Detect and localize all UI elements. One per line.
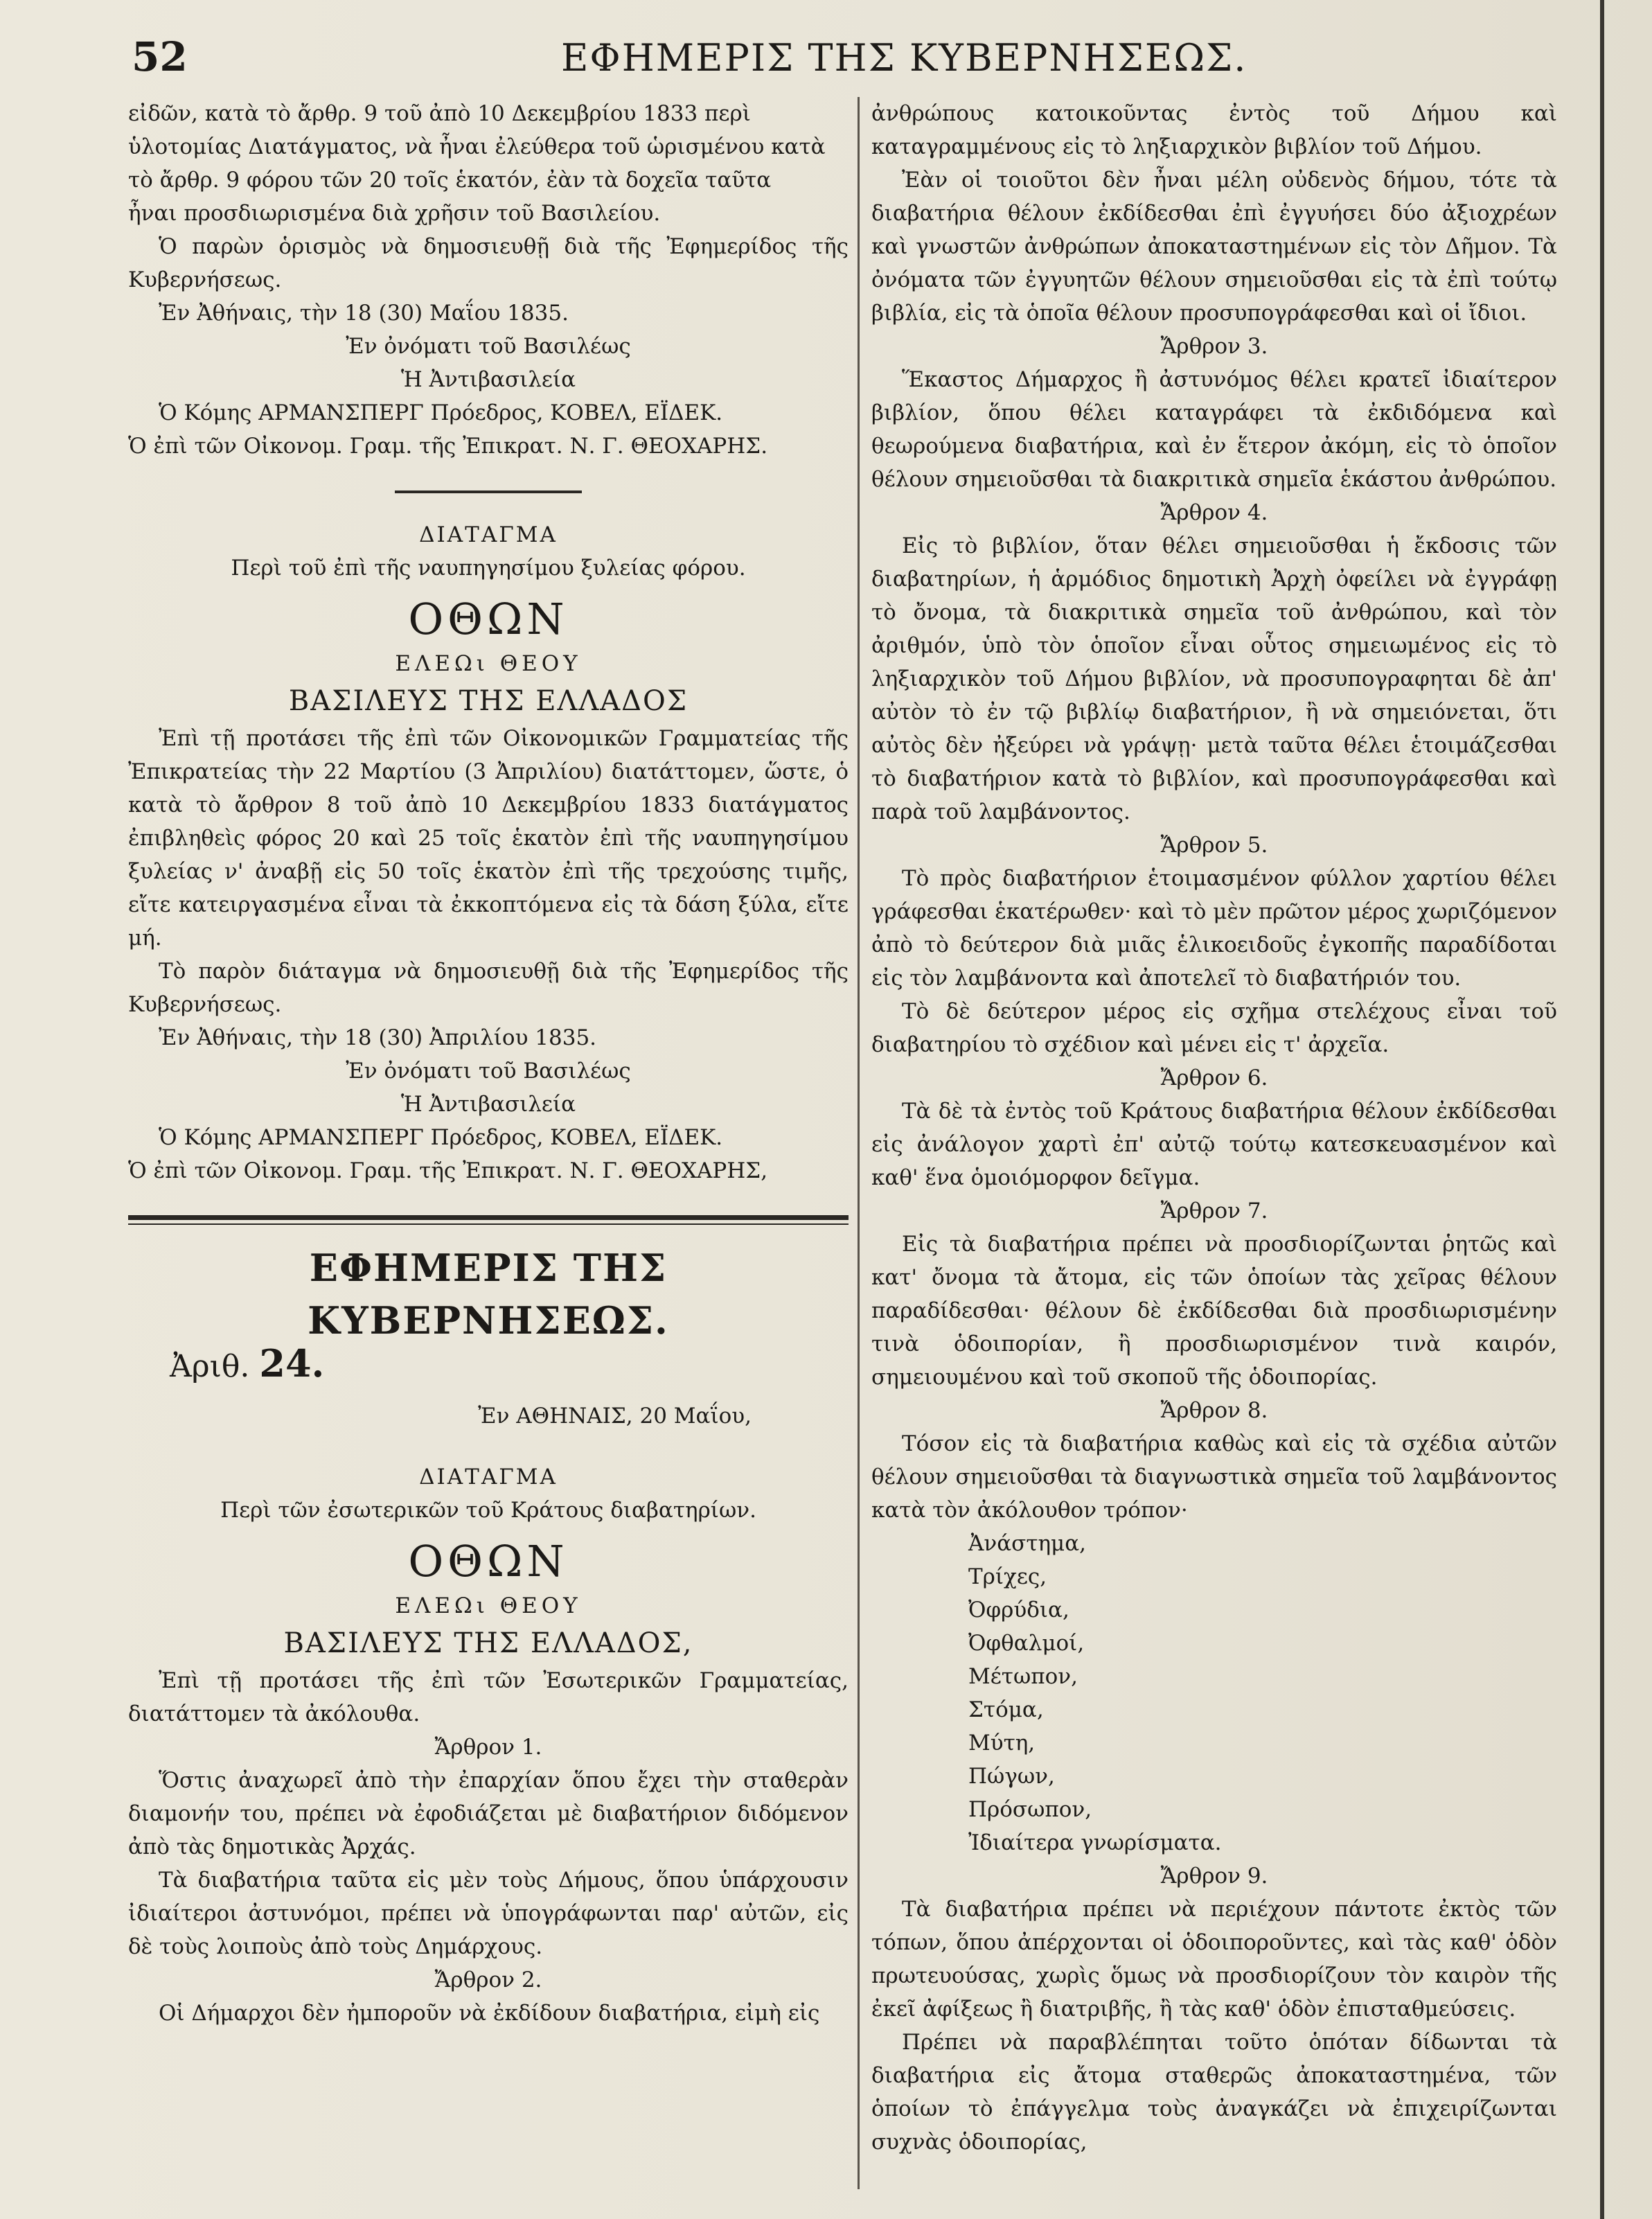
article-heading: Ἄρθρον 7. [1160,1199,1268,1223]
article-heading: Ἄρθρον 5. [1160,833,1268,858]
article-paragraph: Τὸ πρὸς διαβατήριον ἑτοιμασμένον φύλλον χαρτίου θέλει γράφεσθαι ἑκατέρωθεν· καὶ τὸ μὲν πρῶτον μέρος χωριζόμενον ἀπὸ τὸ δεύτερον διὰ μιᾶς ἑλικοειδοῦς ἐγκοπῆς παραδίδοται εἰς τὸν λαμβάνοντα καὶ ἀποτελεῖ τὸ διαβατήριόν του. [871,866,1557,991]
king-of-greece: ΒΑΣΙΛΕΥΣ ΤΗΣ ΕΛΛΑΔΟΣ [288,685,689,717]
feature-list [871,1527,1557,1859]
separator-rule [395,490,582,493]
list-item: Τρίχες, [968,1564,1047,1589]
article-heading: Ἄρθρον 4. [1160,500,1268,525]
issue-label: Ἀριθ. [170,1349,250,1384]
list-item: Στόμα, [968,1697,1044,1722]
list-item: Ὀφρύδια, [968,1598,1069,1623]
text-line: τὸ ἄρθρ. 9 φόρου τῶν 20 τοῖς ἑκατόν, ἐὰν τὰ δοχεῖα ταῦτα [128,168,772,193]
article-paragraph: Τόσον εἰς τὰ διαβατήρια καθὼς καὶ εἰς τὰ σχέδια αὐτῶν θέλουν σημειοῦσθαι τὰ διαγνωστικὰ σημεῖα τοῦ λαμβάνοντος κατὰ τὸν ἀκόλουθον τρόπον· [871,1431,1557,1523]
decree-intro: Ἐπὶ τῇ προτάσει τῆς ἐπὶ τῶν Ἐσωτερικῶν Γραμματείας, διατάττομεν τὰ ἀκόλουθα. [128,1668,849,1726]
masthead: ΕΦΗΜΕΡΙΣ ΤΗΣ ΚΥΒΕΡΝΗΣΕΩΣ. [308,1246,669,1343]
column-rule [858,97,860,2189]
list-item: Μέτωπον, [968,1664,1078,1689]
place-date: Ἐν ΑΘΗΝΑΙΣ, 20 Μαΐου, [478,1404,752,1429]
article-heading: Ἄρθρον 6. [1160,1066,1268,1090]
text-line: ὑλοτομίας Διατάγματος, νὰ ἦναι ἐλεύθερα τοῦ ὡρισμένου κατὰ [128,134,826,159]
decree-body: Ἐπὶ τῇ προτάσει τῆς ἐπὶ τῶν Οἰκονομικῶν Γραμματείας τῆς Ἐπικρατείας τὴν 22 Μαρτίου (3 Ἀπριλίου) διατάττομεν, ὥστε, ὁ κατὰ τὸ ἄρθρον 8 τοῦ ἀπὸ 10 Δεκεμβρίου 1833 διατάγματος ἐπιβληθεὶς φόρος 20 καὶ 25 τοῖς ἑκατὸν ἐπὶ τῆς ναυπηγησίμου ξυλείας ν' ἀναβῇ εἰς 50 τοῖς ἑκατὸν ἐπὶ τῆς τρεχούσης τιμῆς, εἴτε κατειργασμένα εἶναι τὰ ἐκκοπτόμενα εἰς τὰ δάση ξύλα, εἴτε μή. [128,726,849,951]
page-edge-rule [1600,0,1604,2219]
regency: Ἡ Ἀντιβασιλεία [400,1092,576,1117]
article-paragraph: Ὅστις ἀναχωρεῖ ἀπὸ τὴν ἐπαρχίαν ὅπου ἔχει τὴν σταθερὰν διαμονήν του, πρέπει νὰ ἐφοδιάζεται μὲ διαβατήριον διδόμενον ἀπὸ τὰς δημοτικὰς Ἀρχάς. [128,1768,849,1859]
decree-subject: Περὶ τοῦ ἐπὶ τῆς ναυπηγησίμου ξυλείας φόρου. [231,556,746,581]
left-column [128,97,849,2030]
article-heading: Ἄρθρον 2. [434,1968,542,1992]
article-heading: Ἄρθρον 8. [1160,1398,1268,1423]
king-of-greece: ΒΑΣΙΛΕΥΣ ΤΗΣ ΕΛΛΑΔΟΣ, [283,1627,693,1659]
article-heading: Ἄρθρον 3. [1160,334,1268,359]
publication-order: Τὸ παρὸν διάταγμα νὰ δημοσιευθῇ διὰ τῆς Ἐφημερίδος τῆς Κυβερνήσεως. [128,959,849,1017]
text-line: εἰδῶν, κατὰ τὸ ἄρθρ. 9 τοῦ ἀπὸ 10 Δεκεμβρίου 1833 περὶ [128,101,751,126]
list-item: Ὀφθαλμοί, [968,1631,1085,1656]
article-paragraph: ἀνθρώπους κατοικοῦντας ἐντὸς τοῦ Δήμου καὶ καταγραμμένους εἰς τὸ ληξιαρχικὸν βιβλίον τοῦ Δήμου. [871,101,1557,159]
minister-signature: Ὁ ἐπὶ τῶν Οἰκονομ. Γραμ. τῆς Ἐπικρατ. Ν. Γ. ΘΕΟΧΑΡΗΣ. [128,434,768,459]
article-paragraph: Τὰ δὲ τὰ ἐντὸς τοῦ Κράτους διαβατήρια θέλουν ἐκδίδεσθαι εἰς ἀνάλογον χαρτὶ ἐπ' αὐτῷ τούτῳ κατεσκευασμένον καὶ καθ' ἕνα ὁμοιόμορφον δεῖγμα. [871,1099,1557,1190]
double-rule [128,1215,849,1225]
right-column [871,97,1557,2159]
article-paragraph: Οἱ Δήμαρχοι δὲν ἠμποροῦν νὰ ἐκδίδουν διαβατήρια, εἰμὴ εἰς [159,2001,820,2026]
date-line: Ἐν Ἀθήναις, τὴν 18 (30) Μαΐου 1835. [159,301,569,326]
running-title: ΕΦΗΜΕΡΙΣ ΤΗΣ ΚΥΒΕΡΝΗΣΕΩΣ. [561,36,1247,80]
article-paragraph: Τὰ διαβατήρια πρέπει νὰ περιέχουν πάντοτε ἐκτὸς τῶν τόπων, ὅπου ἀπέρχονται οἱ ὁδοιπορoῦντες, καὶ τὰς καθ' ὁδὸν πρωτευούσας, χωρὶς ὅμως νὰ προσδιορίζουν τὸν καιρὸν τῆς ἐκεῖ ἀφίξεως ἢ διατριβῆς, ἢ τὰς καθ' ὁδὸν ἐπισταθμεύσεις. [871,1897,1557,2022]
article-paragraph: Πρέπει νὰ παραβλέπηται τοῦτο ὁπόταν δίδωνται τὰ διαβατήρια εἰς ἄτομα σταθερῶς ἀποκαταστημένα, τῶν ὁποίων τὸ ἐπάγγελμα τοὺς ἀναγκάζει νὰ ἐπιχειρίζωνται συχνὰς ὁδοιπορίας, [871,2030,1557,2155]
regency: Ἡ Ἀντιβασιλεία [400,367,576,392]
article-heading: Ἄρθρον 9. [1160,1864,1268,1889]
article-paragraph: Εἰς τὸ βιβλίον, ὅταν θέλει σημειοῦσθαι ἡ ἔκδοσις τῶν διαβατηρίων, ἡ ἁρμόδιος δημοτικὴ Ἀρχὴ ὀφείλει νὰ ἐγγράφῃ τὸ ὄνομα, τὰ διακριτικὰ σημεῖα τοῦ ἀνθρώπου, καὶ τὸν ἀριθμόν, ὑπὸ τὸν ὁποῖον εἶναι οὗτος σημειωμένος εἰς τὸ ληξιαρχικὸν τοῦ Δήμου βιβλίον, νὰ προσυπογραφηται δὲ ἀπ' αὐτὸν τὸ ἐν τῷ βιβλίῳ διαβατήριον, ἢ νὰ σημειόνεται, ὅτι αὐτὸς δὲν ἠξεύρει νὰ γράψῃ· μετὰ ταῦτα θέλει ἑτοιμάζεσθαι τὸ διαβατήριον κατὰ τὸ βιβλίον, καὶ προσυπογράφεσθαι καὶ παρὰ τοῦ λαμβάνοντος. [871,533,1557,824]
issue-number: 24. [259,1341,325,1386]
in-the-name-of-king: Ἐν ὀνόματι τοῦ Βασιλέως [346,334,631,359]
decree-title: ΔΙΑΤΑΓΜΑ [419,1465,558,1489]
list-item: Μύτη, [968,1731,1036,1756]
decree-subject: Περὶ τῶν ἐσωτερικῶν τοῦ Κράτους διαβατηρίων. [220,1498,756,1523]
issue [170,1341,325,1386]
by-grace-of-god: ΕΛΕΩι ΘΕΟΥ [395,651,582,676]
article-paragraph: Ἕκαστος Δήμαρχος ἢ ἀστυνόμος θέλει κρατεῖ ἰδιαίτερον βιβλίον, ὅπου θέλει καταγράφει τὰ ἐκδιδόμενα καὶ θεωρούμενα διαβατήρια, καὶ ἐν ἕτερον ἀκόμη, εἰς τὸ ὁποῖον θέλουν σημειοῦσθαι τὰ διακριτικὰ σημεῖα ἑκάστου ἀνθρώπου. [871,367,1557,492]
list-item: Ἰδιαίτερα γνωρίσματα. [968,1830,1222,1855]
regents-signatures: Ὁ Κόμης ΑΡΜΑΝΣΠΕΡΓ Πρόεδρος, ΚΟΒΕΛ, ΕΪΔΕΚ. [159,400,723,425]
list-item: Πρόσωπον, [968,1797,1092,1822]
text-line: ἦναι προσδιωρισμένα διὰ χρῆσιν τοῦ Βασιλείου. [128,201,661,226]
article-heading: Ἄρθρον 1. [434,1735,542,1760]
article-paragraph: Ἐὰν οἱ τοιοῦτοι δὲν ἦναι μέλη οὐδενὸς δήμου, τότε τὰ διαβατήρια θέλουν ἐκδίδεσθαι ἐπὶ ἐγγυήσει δύο ἀξιοχρέων καὶ γνωστῶν ἀνθρώπων ἀποκαταστημένων εἰς τὸν Δῆμον. Τὰ ὀνόματα τῶν ἐγγυητῶν θέλουν σημειοῦσθαι εἰς τὰ ἐπὶ τούτῳ βιβλία, εἰς τὰ ὁποῖα θέλουν προσυπογράφεσθαι καὶ οἱ ἴδιοι. [871,168,1557,326]
in-the-name-of-king: Ἐν ὀνόματι τοῦ Βασιλέως [346,1059,631,1084]
regents-signatures: Ὁ Κόμης ΑΡΜΑΝΣΠΕΡΓ Πρόεδρος, ΚΟΒΕΛ, ΕΪΔΕΚ. [159,1125,723,1150]
article-paragraph: Τὸ δὲ δεύτερον μέρος εἰς σχῆμα στελέχους εἶναι τοῦ διαβατηρίου τὸ σχέδιον καὶ μένει εἰς τ' ἀρχεῖα. [871,999,1557,1057]
minister-signature: Ὁ ἐπὶ τῶν Οἰκονομ. Γραμ. τῆς Ἐπικρατ. Ν. Γ. ΘΕΟΧΑΡΗΣ, [128,1158,768,1183]
date-line: Ἐν Ἀθήναις, τὴν 18 (30) Ἀπριλίου 1835. [159,1025,597,1050]
page-number: 52 [132,33,188,80]
article-paragraph: Εἰς τὰ διαβατήρια πρέπει νὰ προσδιορίζωνται ῥητῶς καὶ κατ' ὄνομα τὰ ἄτομα, εἰς τῶν ὁποίων τὰς χεῖρας θέλουν παραδίδεσθαι· θέλουν δὲ ἐκδίδεσθαι διὰ προσδιωρισμένην τινὰ ὁδοιπορίαν, ἢ προσδιωρισμένον τινὰ καιρόν, σημειουμένου καὶ τοῦ σκοποῦ τῆς ὁδοιπορίας. [871,1232,1557,1390]
king-name: ΟΘΩΝ [408,594,569,644]
list-item: Πώγων, [968,1764,1055,1789]
decree-title: ΔΙΑΤΑΓΜΑ [419,522,558,547]
publication-order: Ὁ παρὼν ὁρισμὸς νὰ δημοσιευθῇ διὰ τῆς Ἐφημερίδος τῆς Κυβερνήσεως. [128,234,849,292]
issue-row [128,1341,849,1399]
article-paragraph: Τὰ διαβατήρια ταῦτα εἰς μὲν τοὺς Δήμους, ὅπου ὑπάρχουσιν ἰδιαίτεροι ἀστυνόμοι, πρέπει νὰ ὑπογράφωνται παρ' αὐτῶν, εἰς δὲ τοὺς λοιποὺς ἀπὸ τοὺς Δημάρχους. [128,1868,849,1959]
king-name: ΟΘΩΝ [408,1536,569,1586]
by-grace-of-god: ΕΛΕΩι ΘΕΟΥ [395,1593,582,1618]
list-item: Ἀνάστημα, [968,1531,1086,1556]
